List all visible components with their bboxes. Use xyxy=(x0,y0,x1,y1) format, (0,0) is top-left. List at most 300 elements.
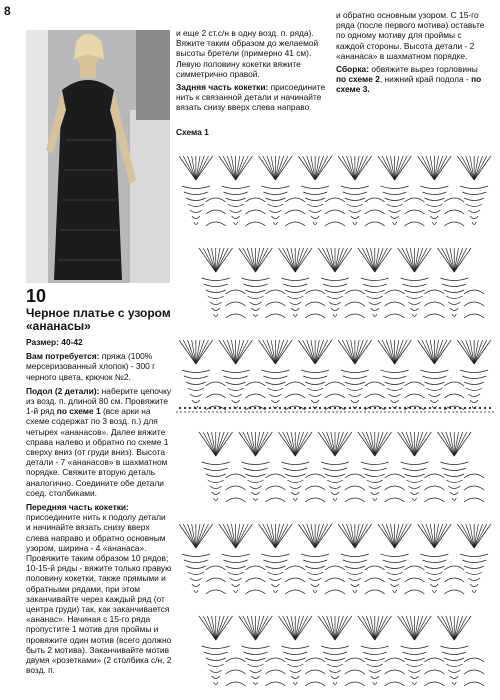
chain-stitch-dot xyxy=(384,407,386,409)
chain-stitch-dot xyxy=(254,407,256,409)
chain-arch xyxy=(305,498,325,502)
pineapple-motif xyxy=(182,370,210,409)
chain-arch xyxy=(464,682,484,686)
chain-arch xyxy=(444,222,464,226)
middle-column xyxy=(176,28,336,116)
pineapple-motif xyxy=(202,646,230,685)
fan-motif xyxy=(219,340,253,364)
chain-arch xyxy=(345,498,365,502)
fan-motif xyxy=(418,156,452,180)
chain-arch xyxy=(424,498,444,502)
chain-arch xyxy=(405,590,425,594)
pineapple-motif xyxy=(261,370,289,409)
fan-motif xyxy=(278,432,312,456)
assembly-label: Сборка: xyxy=(336,64,369,75)
chain-arch xyxy=(246,222,266,226)
chain-arch xyxy=(365,382,385,386)
chain-arch xyxy=(444,382,464,386)
front-yoke-label: Передняя часть кокетки: xyxy=(26,502,129,513)
chain-arch xyxy=(365,566,385,570)
chain-stitch-dot xyxy=(219,407,221,409)
chain-stitch-dot xyxy=(414,407,416,409)
chain-arch xyxy=(226,670,246,674)
chain-arch xyxy=(305,658,325,662)
fan-motif xyxy=(358,432,392,456)
chain-arch xyxy=(325,394,345,398)
chain-arch xyxy=(385,682,405,686)
chain-arch xyxy=(246,382,266,386)
back-yoke-paragraph xyxy=(176,82,336,113)
chain-arch xyxy=(305,486,325,490)
chain-arch xyxy=(285,198,305,202)
chain-stitch-dot xyxy=(244,407,246,409)
chain-stitch-dot xyxy=(439,407,441,409)
skirt-label: Подол (2 детали): xyxy=(26,385,100,396)
chain-arch xyxy=(226,682,246,686)
chain-arch xyxy=(345,474,365,478)
back-yoke-text: присоедините нить к связанной детали и начинайте вязать снизу вверх слева направо xyxy=(176,82,326,113)
pineapple-motif xyxy=(420,186,448,225)
fan-motif xyxy=(338,156,372,180)
front-yoke-text: присоедините нить к подолу детали и начинайте вязать снизу вверх слева направо и обратно основным узором, ширина - 4 «ананаса». Провяжите таким образом 10 рядов; 10-15-й ряды - вяжите только правую половину кокетки, также прямыми и обратными рядами, при этом заканчивайте через каждый ряд (от центра груди) так, как заканчивается «ананас». Начиная с 15-го ряда пропустите 1 мотив для проймы и провяжите один мотив (всего должно быть 2 мотива). Заканчивайте мотив двумя «розетками» (2 столбика с/н, 2 возд. п. xyxy=(26,512,172,676)
pineapple-motif xyxy=(440,278,468,317)
chain-arch xyxy=(325,222,345,226)
materials-paragraph xyxy=(26,351,172,382)
fan-motif xyxy=(418,524,452,548)
chain-stitch-dot xyxy=(429,407,431,409)
chain-arch xyxy=(385,498,405,502)
fan-motif xyxy=(298,340,332,364)
pineapple-motif xyxy=(202,462,230,501)
fan-motif xyxy=(358,248,392,272)
chain-arch xyxy=(345,290,365,294)
chain-stitch-dot xyxy=(289,407,291,409)
materials-label: Вам потребуется: xyxy=(26,351,100,362)
fan-motif xyxy=(318,616,352,640)
chain-arch xyxy=(444,590,464,594)
chain-arch xyxy=(405,578,425,582)
fan-motif xyxy=(338,340,372,364)
back-yoke-label: Задняя часть кокетки: xyxy=(176,82,269,93)
chain-arch xyxy=(365,222,385,226)
chain-stitch-dot xyxy=(224,407,226,409)
chain-arch xyxy=(385,670,405,674)
pineapple-motif xyxy=(440,646,468,685)
chain-stitch-dot xyxy=(489,407,491,409)
chain-arch xyxy=(444,198,464,202)
chain-stitch-dot xyxy=(304,407,306,409)
chain-stitch-dot xyxy=(269,407,271,409)
pineapple-motif xyxy=(460,370,488,409)
chain-arch xyxy=(385,314,405,318)
chain-arch xyxy=(345,302,365,306)
pineapple-motif xyxy=(182,554,210,593)
pineapple-motif xyxy=(301,370,329,409)
assembly-ref-1: по схеме 2 xyxy=(336,74,380,85)
chain-arch xyxy=(285,590,305,594)
chain-stitch-dot xyxy=(189,407,191,409)
fan-motif xyxy=(318,248,352,272)
fan-motif xyxy=(219,524,253,548)
size-label: Размер: xyxy=(26,337,59,347)
chain-arch xyxy=(345,486,365,490)
chain-arch xyxy=(265,302,285,306)
chain-stitch-dot xyxy=(484,407,486,409)
fan-motif xyxy=(378,156,412,180)
skirt-text-2: (все арки на схеме содержат по 3 возд. п.) для четырех «ананасов». Далее вяжите справа налево и обратно по схеме 1 сверху вниз (от груди вниз). Высота детали - 7 «ананасов» в шахматном порядке. Свяжите вторую деталь аналогично. Соедините обе детали соед. столбиками. xyxy=(26,406,169,498)
chain-arch xyxy=(365,578,385,582)
chain-arch xyxy=(365,198,385,202)
pineapple-motif xyxy=(401,278,429,317)
chain-stitch-dot xyxy=(359,407,361,409)
chain-arch xyxy=(246,566,266,570)
pineapple-motif xyxy=(361,278,389,317)
fan-motif xyxy=(179,156,213,180)
pineapple-motif xyxy=(341,186,369,225)
model-photo-illustration xyxy=(26,30,170,283)
assembly-ref-2: по схеме 3. xyxy=(336,74,482,95)
pineapple-motif xyxy=(242,278,270,317)
pineapple-motif xyxy=(261,186,289,225)
chain-arch xyxy=(265,314,285,318)
chain-arch xyxy=(365,210,385,214)
chain-arch xyxy=(405,210,425,214)
chain-stitch-dot xyxy=(324,407,326,409)
pineapple-motif xyxy=(420,370,448,409)
fan-motif xyxy=(239,248,273,272)
pineapple-motif xyxy=(341,370,369,409)
chain-stitch-dot xyxy=(284,407,286,409)
pineapple-motif xyxy=(281,278,309,317)
chain-stitch-dot xyxy=(329,407,331,409)
front-yoke-paragraph xyxy=(26,502,172,675)
chain-arch xyxy=(285,566,305,570)
chain-stitch-dot xyxy=(334,407,336,409)
model-photo xyxy=(26,30,170,283)
chain-arch xyxy=(385,290,405,294)
chain-arch xyxy=(206,198,226,202)
chain-arch xyxy=(405,198,425,202)
fan-motif xyxy=(239,432,273,456)
chain-arch xyxy=(226,474,246,478)
crochet-scheme-diagram xyxy=(176,140,494,696)
chain-stitch-dot xyxy=(214,407,216,409)
pineapple-motif xyxy=(361,646,389,685)
pineapple-motif xyxy=(261,554,289,593)
scheme-label: Схема 1 xyxy=(176,127,209,137)
pineapple-motif xyxy=(242,462,270,501)
pineapple-motif xyxy=(381,186,409,225)
fan-motif xyxy=(199,248,233,272)
chain-stitch-dot xyxy=(199,407,201,409)
chain-arch xyxy=(444,394,464,398)
chain-arch xyxy=(226,314,246,318)
pineapple-motif xyxy=(420,554,448,593)
chain-arch xyxy=(265,486,285,490)
chain-arch xyxy=(206,382,226,386)
article-number: 10 xyxy=(26,286,47,306)
fan-motif xyxy=(358,616,392,640)
assembly-text-2: , нижний край подола - xyxy=(379,74,469,85)
chain-arch xyxy=(285,222,305,226)
chain-arch xyxy=(385,486,405,490)
materials-text: пряжа (100% мерсеризованный хлопок) - 300 г черного цвета, крючок №2. xyxy=(26,351,156,382)
chain-arch xyxy=(325,198,345,202)
chain-stitch-dot xyxy=(264,407,266,409)
pineapple-motif xyxy=(361,462,389,501)
chain-arch xyxy=(325,210,345,214)
chain-arch xyxy=(285,394,305,398)
fan-motif xyxy=(259,156,293,180)
fan-motif xyxy=(259,524,293,548)
pineapple-motif xyxy=(341,554,369,593)
chain-stitch-dot xyxy=(399,407,401,409)
chain-arch xyxy=(285,382,305,386)
chain-stitch-dot xyxy=(309,407,311,409)
pineapple-motif xyxy=(182,186,210,225)
chain-arch xyxy=(325,578,345,582)
chain-arch xyxy=(226,302,246,306)
chain-stitch-dot xyxy=(454,407,456,409)
chain-arch xyxy=(464,498,484,502)
chain-arch xyxy=(464,314,484,318)
chain-stitch-dot xyxy=(339,407,341,409)
chain-arch xyxy=(464,474,484,478)
fan-motif xyxy=(378,524,412,548)
size-line xyxy=(26,337,172,347)
chain-arch xyxy=(325,382,345,386)
chain-arch xyxy=(444,210,464,214)
chain-arch xyxy=(424,474,444,478)
chain-arch xyxy=(385,658,405,662)
chain-stitch-dot xyxy=(184,407,186,409)
chain-arch xyxy=(305,314,325,318)
pineapple-motif xyxy=(222,186,250,225)
chain-arch xyxy=(305,474,325,478)
chain-arch xyxy=(365,394,385,398)
pineapple-motif xyxy=(222,370,250,409)
chain-arch xyxy=(265,290,285,294)
chain-arch xyxy=(226,498,246,502)
fan-motif xyxy=(437,432,471,456)
chain-arch xyxy=(424,302,444,306)
chain-stitch-dot xyxy=(294,407,296,409)
fan-motif xyxy=(298,524,332,548)
chain-arch xyxy=(265,670,285,674)
right-column xyxy=(336,10,490,98)
chain-stitch-dot xyxy=(364,407,366,409)
crochet-chart-svg xyxy=(176,140,494,696)
chain-arch xyxy=(305,290,325,294)
chain-arch xyxy=(405,566,425,570)
chain-stitch-dot xyxy=(299,407,301,409)
chain-arch xyxy=(424,290,444,294)
chain-arch xyxy=(325,590,345,594)
pineapple-motif xyxy=(242,646,270,685)
chain-arch xyxy=(424,314,444,318)
pineapple-motif xyxy=(281,462,309,501)
chain-arch xyxy=(405,222,425,226)
fan-motif xyxy=(398,616,432,640)
pineapple-motif xyxy=(440,462,468,501)
fan-motif xyxy=(318,432,352,456)
chain-arch xyxy=(424,486,444,490)
chain-stitch-dot xyxy=(314,407,316,409)
pineapple-motif xyxy=(321,278,349,317)
chain-stitch-dot xyxy=(369,407,371,409)
chain-arch xyxy=(246,210,266,214)
chain-arch xyxy=(424,682,444,686)
pineapple-motif xyxy=(401,462,429,501)
mid-text: и еще 2 ст.с/н в одну возд. п. ряда). Вяжите таким образом до желаемой высоты бретели (примерно 41 см). Левую половину кокетки вяжите симметрично правой. xyxy=(176,28,319,79)
pineapple-motif xyxy=(460,554,488,593)
fan-motif xyxy=(457,156,491,180)
chain-arch xyxy=(424,658,444,662)
chain-arch xyxy=(405,394,425,398)
chain-arch xyxy=(444,578,464,582)
fan-motif xyxy=(278,248,312,272)
left-column xyxy=(26,307,172,680)
fan-motif xyxy=(437,248,471,272)
chain-stitch-dot xyxy=(209,407,211,409)
chain-stitch-dot xyxy=(234,407,236,409)
chain-stitch-dot xyxy=(279,407,281,409)
size-value: 40-42 xyxy=(61,337,83,347)
chain-arch xyxy=(226,658,246,662)
skirt-scheme-ref: по схеме 1 xyxy=(56,406,101,417)
chain-arch xyxy=(206,566,226,570)
skirt-text-1: наберите цепочку из возд. п. длиной 80 см. Провяжите 1-й ряд xyxy=(26,385,172,417)
fan-motif xyxy=(298,156,332,180)
fan-motif xyxy=(199,616,233,640)
chain-stitch-dot xyxy=(459,407,461,409)
fan-motif xyxy=(398,432,432,456)
chain-arch xyxy=(365,590,385,594)
fan-motif xyxy=(398,248,432,272)
chain-arch xyxy=(385,474,405,478)
chain-arch xyxy=(345,682,365,686)
fan-motif xyxy=(418,340,452,364)
chain-stitch-dot xyxy=(464,407,466,409)
chain-stitch-dot xyxy=(259,407,261,409)
chain-stitch-dot xyxy=(379,407,381,409)
fan-motif xyxy=(457,524,491,548)
fan-motif xyxy=(219,156,253,180)
chain-arch xyxy=(206,590,226,594)
fan-motif xyxy=(259,340,293,364)
chain-stitch-dot xyxy=(434,407,436,409)
chain-stitch-dot xyxy=(194,407,196,409)
chain-stitch-dot xyxy=(354,407,356,409)
chain-stitch-dot xyxy=(389,407,391,409)
chain-stitch-dot xyxy=(469,407,471,409)
chain-stitch-dot xyxy=(274,407,276,409)
chain-arch xyxy=(265,682,285,686)
right-text: и обратно основным узором. С 15-го ряда (после первого мотива) оставьте по одному мотиву для проймы с каждой стороны. Высота детали - 2 «ананаса» в шахматном порядке. xyxy=(336,10,485,61)
chain-stitch-dot xyxy=(409,407,411,409)
chain-stitch-dot xyxy=(424,407,426,409)
chain-stitch-dot xyxy=(404,407,406,409)
chain-arch xyxy=(305,682,325,686)
chain-arch xyxy=(464,290,484,294)
chain-arch xyxy=(464,670,484,674)
chain-arch xyxy=(206,222,226,226)
chain-stitch-dot xyxy=(419,407,421,409)
chain-arch xyxy=(246,590,266,594)
chain-arch xyxy=(345,314,365,318)
pineapple-motif xyxy=(301,554,329,593)
pineapple-motif xyxy=(321,646,349,685)
chain-arch xyxy=(206,394,226,398)
chain-arch xyxy=(385,302,405,306)
chain-stitch-dot xyxy=(229,407,231,409)
pineapple-motif xyxy=(401,646,429,685)
chain-arch xyxy=(265,498,285,502)
fan-motif xyxy=(457,340,491,364)
chain-stitch-dot xyxy=(179,407,181,409)
pineapple-motif xyxy=(202,278,230,317)
chain-stitch-dot xyxy=(249,407,251,409)
chain-stitch-dot xyxy=(449,407,451,409)
chain-arch xyxy=(464,486,484,490)
pineapple-motif xyxy=(301,186,329,225)
chain-stitch-dot xyxy=(444,407,446,409)
chain-arch xyxy=(424,670,444,674)
chain-arch xyxy=(325,566,345,570)
fan-motif xyxy=(437,616,471,640)
assembly-text-1: обвяжите вырез горловины xyxy=(371,64,478,75)
chain-stitch-dot xyxy=(344,407,346,409)
chain-arch xyxy=(265,658,285,662)
chain-arch xyxy=(206,578,226,582)
chain-arch xyxy=(405,382,425,386)
chain-stitch-dot xyxy=(474,407,476,409)
chain-arch xyxy=(305,670,325,674)
pineapple-motif xyxy=(381,554,409,593)
chain-arch xyxy=(226,290,246,294)
assembly-paragraph xyxy=(336,64,490,95)
fan-motif xyxy=(338,524,372,548)
fan-motif xyxy=(278,616,312,640)
fan-motif xyxy=(179,524,213,548)
chain-arch xyxy=(285,210,305,214)
page-number: 8 xyxy=(4,4,11,18)
chain-stitch-dot xyxy=(239,407,241,409)
chain-arch xyxy=(345,658,365,662)
fan-motif xyxy=(239,616,273,640)
chain-stitch-dot xyxy=(204,407,206,409)
pineapple-motif xyxy=(321,462,349,501)
chain-stitch-dot xyxy=(319,407,321,409)
chain-arch xyxy=(246,394,266,398)
pineapple-motif xyxy=(381,370,409,409)
article-title: Черное платье с узором «ананасы» xyxy=(26,306,171,333)
chain-arch xyxy=(246,578,266,582)
chain-stitch-dot xyxy=(479,407,481,409)
chain-arch xyxy=(226,486,246,490)
fan-motif xyxy=(199,432,233,456)
chain-arch xyxy=(345,670,365,674)
skirt-paragraph xyxy=(26,386,172,498)
chain-arch xyxy=(305,302,325,306)
chain-stitch-dot xyxy=(349,407,351,409)
chain-arch xyxy=(285,578,305,582)
chain-arch xyxy=(464,302,484,306)
fan-motif xyxy=(378,340,412,364)
pineapple-motif xyxy=(460,186,488,225)
chain-stitch-dot xyxy=(374,407,376,409)
chain-arch xyxy=(265,474,285,478)
